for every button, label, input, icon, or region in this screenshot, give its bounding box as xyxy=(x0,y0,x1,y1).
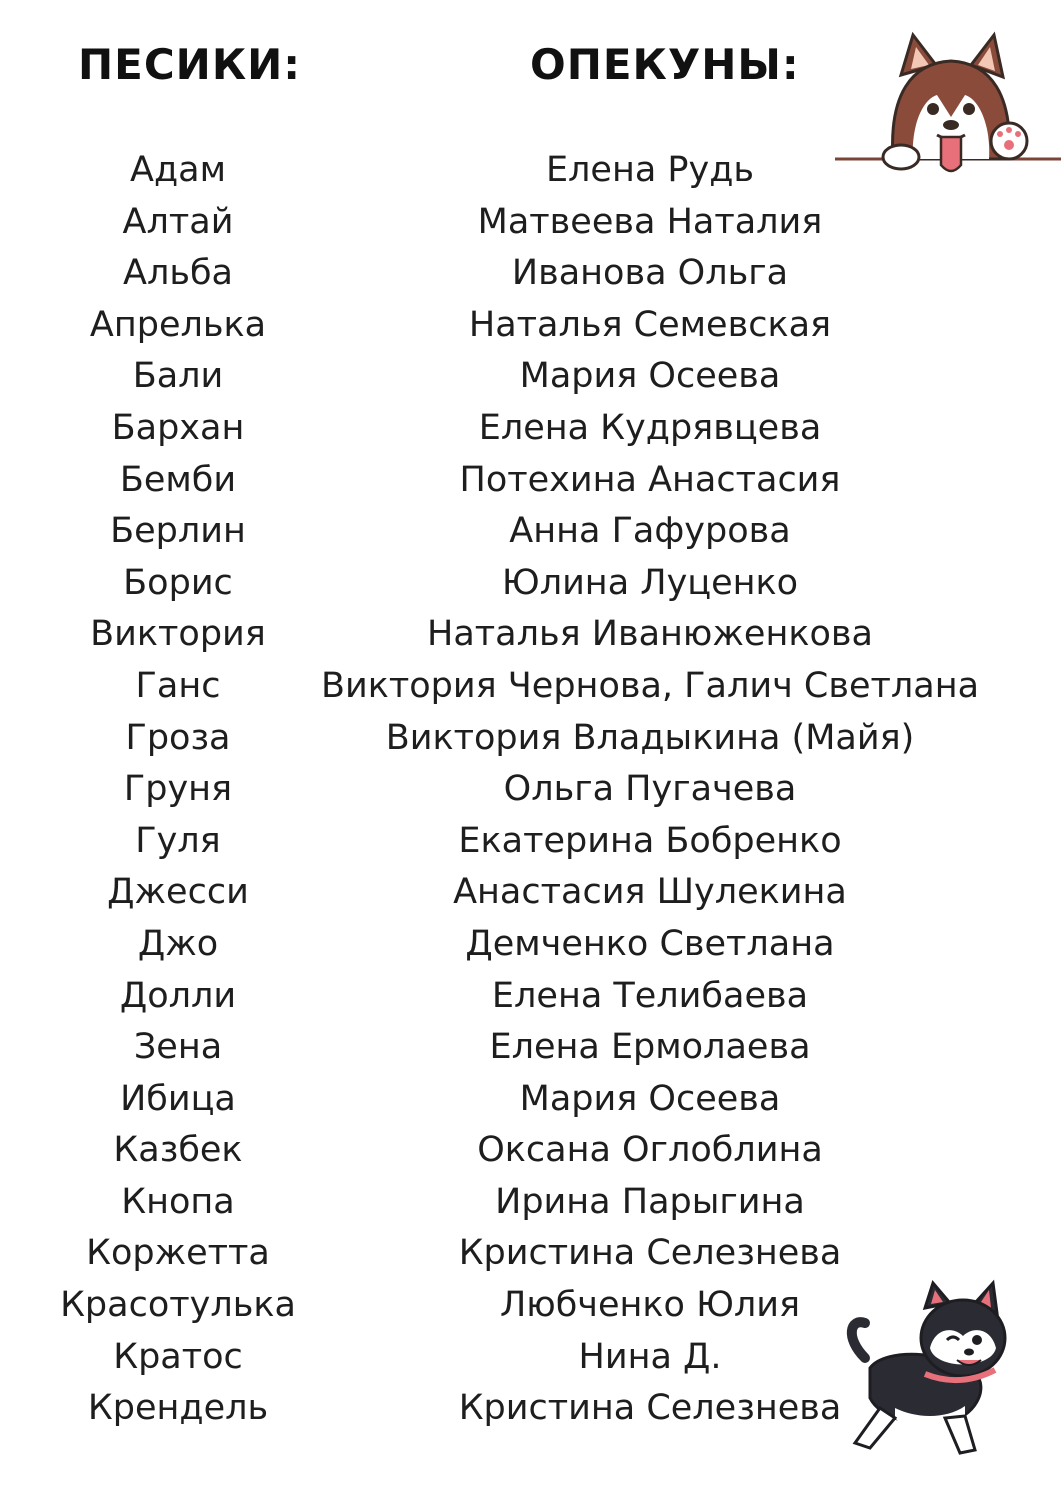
dogs-header: ПЕСИКИ: xyxy=(78,40,302,89)
guardian-name: Мария Осеева xyxy=(519,356,781,397)
husky-peeking-icon xyxy=(831,25,1061,185)
dog-name: Джесси xyxy=(107,872,249,913)
guardian-name: Ольга Пугачева xyxy=(503,769,797,810)
guardian-name: Потехина Анастасия xyxy=(459,459,841,500)
dog-name: Долли xyxy=(119,975,237,1016)
dog-name: Зена xyxy=(133,1027,223,1068)
guardian-name: Оксана Оглоблина xyxy=(477,1130,823,1171)
dog-name: Груня xyxy=(123,769,233,810)
guardian-name: Юлина Луценко xyxy=(501,562,799,603)
dog-name: Кнопа xyxy=(121,1181,235,1222)
guardian-name: Анастасия Шулекина xyxy=(453,872,847,913)
dog-name: Бали xyxy=(132,356,224,397)
guardian-name: Елена Рудь xyxy=(545,150,755,190)
dog-name: Джо xyxy=(137,923,219,964)
guardian-name: Любченко Юлия xyxy=(499,1285,801,1326)
guardians-header: ОПЕКУНЫ: xyxy=(530,40,800,89)
guardian-name: Виктория Чернова, Галич Светлана xyxy=(320,665,980,706)
dogs-list xyxy=(40,145,316,1435)
dog-name: Кратос xyxy=(113,1336,243,1377)
guardian-name: Кристина Селезнева xyxy=(458,1233,842,1274)
guardian-name: Елена Ермолаева xyxy=(489,1027,811,1068)
guardian-name: Нина Д. xyxy=(578,1336,722,1377)
dog-name: Коржетта xyxy=(86,1233,270,1274)
dog-name: Адам xyxy=(130,150,226,190)
guardian-name: Кристина Селезнева xyxy=(458,1388,842,1429)
guardian-name: Матвеева Наталия xyxy=(477,201,823,242)
dog-name: Апрелька xyxy=(89,304,267,345)
dog-name: Гуля xyxy=(135,820,221,861)
dog-name: Ибица xyxy=(120,1078,236,1119)
dog-name: Борис xyxy=(123,562,233,603)
dog-name: Крендель xyxy=(87,1388,269,1429)
dog-name: Виктория xyxy=(90,614,266,655)
dog-name: Бархан xyxy=(111,407,245,448)
dog-name: Гроза xyxy=(125,717,231,758)
guardian-name: Мария Осеева xyxy=(519,1078,781,1119)
guardian-name: Анна Гафурова xyxy=(509,511,791,552)
guardian-name: Наталья Иванюженкова xyxy=(427,614,873,655)
guardian-name: Екатерина Бобренко xyxy=(458,820,842,861)
dog-name: Алтай xyxy=(122,201,234,242)
dog-name: Красотулька xyxy=(60,1285,296,1326)
dog-name: Бемби xyxy=(119,459,237,500)
guardians-list xyxy=(318,145,982,1435)
guardian-name: Елена Телибаева xyxy=(491,975,809,1016)
guardian-name: Иванова Ольга xyxy=(511,253,789,294)
guardian-name: Наталья Семевская xyxy=(468,304,832,345)
guardian-name: Ирина Парыгина xyxy=(495,1181,805,1222)
guardian-name: Елена Кудрявцева xyxy=(478,407,822,448)
dog-name: Берлин xyxy=(110,511,246,552)
guardian-name: Демченко Светлана xyxy=(465,923,835,964)
dog-name: Ганс xyxy=(135,665,221,706)
husky-running-icon xyxy=(825,1278,1025,1468)
dog-name: Казбек xyxy=(113,1130,243,1171)
dog-name: Альба xyxy=(123,253,233,294)
guardian-name: Виктория Владыкина (Майя) xyxy=(385,717,915,758)
